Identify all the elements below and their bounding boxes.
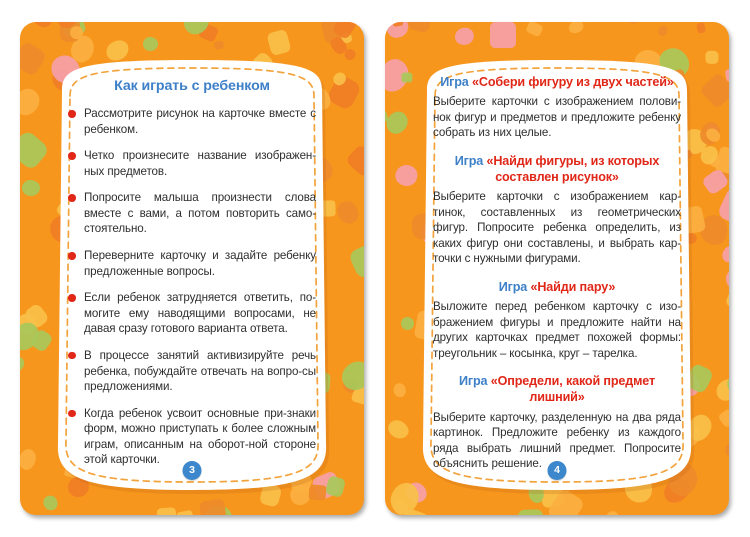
confetti-shape — [699, 72, 729, 108]
bullet-dot-icon — [68, 352, 76, 360]
left-card-content — [68, 74, 316, 484]
confetti-shape — [657, 25, 669, 37]
game-name: «Собери фигуру из двух частей» — [472, 75, 674, 89]
game-name: «Определи, какой предмет лишний» — [490, 374, 655, 405]
list-item-text: Когда ребенок усвоит основные при-знаки форм, можно приступать к более сложным играм, описанным на оборот-ной стороне этой карточки. — [84, 406, 316, 467]
confetti-shape — [386, 417, 412, 442]
confetti-shape — [20, 129, 50, 171]
confetti-shape — [712, 375, 729, 405]
game-body-4: Выберите карточку, разделенную на два ряда картинок. Предложите ребенку из каждого ряда выбрать лишний предмет. Попросите объяснить решение. — [433, 410, 681, 471]
game-heading-1 — [433, 74, 681, 90]
list-item — [68, 190, 316, 237]
game-name: «Найди пару» — [530, 279, 616, 294]
card-left — [20, 22, 364, 515]
game-name: «Найди фигуры, из которых составлен рисунок» — [486, 153, 660, 184]
confetti-shape — [518, 509, 544, 515]
instructions-list — [68, 106, 316, 468]
page-number-badge: 3 — [183, 461, 202, 480]
confetti-shape — [717, 408, 729, 428]
confetti-shape — [214, 40, 225, 50]
bullet-dot-icon — [68, 252, 76, 260]
confetti-shape — [347, 242, 364, 279]
confetti-shape — [199, 498, 227, 515]
confetti-shape — [20, 83, 45, 119]
bullet-dot-icon — [68, 294, 76, 302]
confetti-shape — [696, 22, 706, 34]
page-badge-holder-left — [68, 456, 316, 478]
bullet-dot-icon — [68, 194, 76, 202]
confetti-shape — [722, 22, 729, 29]
list-item — [68, 248, 316, 279]
game-heading-2 — [433, 153, 681, 185]
inner-panel-left — [50, 52, 334, 498]
page-number-badge: 4 — [548, 461, 567, 480]
confetti-shape — [626, 22, 644, 26]
list-item-text: Рассмотрите рисунок на карточке вместе с ребенком. — [84, 107, 316, 136]
confetti-shape — [30, 22, 56, 31]
game-body-1: Выберите карточки с изображением полови-нок фигур и предметов и предложите ребенку собрать из них целые. — [433, 95, 681, 140]
confetti-shape — [21, 180, 39, 196]
game-keyword: Игра — [440, 75, 469, 89]
list-item-text: Переверните карточку и задайте ребенку предложенные вопросы. — [84, 249, 316, 278]
confetti-shape — [567, 22, 585, 36]
confetti-shape — [157, 507, 177, 515]
confetti-shape — [402, 72, 413, 82]
list-item — [68, 348, 316, 395]
confetti-shape — [20, 448, 38, 472]
list-item-text: В процессе занятий активизируйте речь ребенка, побуждайте отвечать на вопро-сы предложениями. — [84, 348, 316, 394]
game-keyword: Игра — [458, 374, 488, 389]
list-item — [68, 290, 316, 337]
confetti-shape — [587, 22, 597, 23]
confetti-shape — [333, 198, 362, 228]
list-item — [68, 148, 316, 179]
confetti-shape — [724, 441, 729, 459]
confetti-shape — [142, 37, 158, 51]
confetti-shape — [345, 144, 364, 178]
page-badge-holder-right — [433, 456, 681, 478]
list-item-text: Четко произнесите название изображен-ных предметов. — [84, 149, 316, 178]
confetti-shape — [724, 268, 729, 290]
confetti-shape — [490, 22, 515, 48]
confetti-shape — [705, 51, 719, 64]
card-right — [385, 22, 729, 515]
list-item-text: Попросите малыша произнести слова вместе с вами, а потом повторить само-стоятельно. — [84, 191, 316, 236]
confetti-shape — [725, 285, 729, 312]
list-item — [68, 106, 316, 137]
bullet-dot-icon — [68, 110, 76, 118]
confetti-shape — [20, 41, 47, 77]
bullet-dot-icon — [68, 152, 76, 160]
confetti-shape — [176, 510, 196, 515]
confetti-shape — [20, 505, 23, 515]
confetti-shape — [453, 26, 476, 47]
inner-panel-right — [415, 52, 699, 498]
right-card-content — [433, 74, 681, 484]
confetti-shape — [720, 244, 729, 263]
confetti-shape — [363, 428, 364, 454]
confetti-shape — [385, 108, 412, 138]
game-body-3: Выложите перед ребенком карточку с изо-бражением фигуры и предложите найти на других карточках предмет похожей формы: треугольник – косынка, круг – тарелка. — [433, 300, 681, 360]
confetti-shape — [392, 382, 407, 398]
confetti-shape — [605, 510, 620, 515]
confetti-shape — [406, 22, 433, 35]
game-heading-4 — [433, 373, 681, 405]
confetti-shape — [525, 22, 544, 38]
game-keyword: Игра — [498, 279, 528, 294]
game-keyword: Игра — [454, 153, 484, 168]
confetti-shape — [20, 355, 26, 372]
bullet-dot-icon — [68, 410, 76, 418]
page-title-left: Как играть с ребенком — [114, 78, 270, 94]
game-body-2: Выберите карточки с изображением кар-тинок, составленных из геометрических фигур. Попросите ребенка определить, из каких фигур они составлены, и выбрать кар-точки с нужными фигурами. — [433, 190, 681, 266]
confetti-shape — [399, 316, 414, 332]
game-heading-3 — [433, 279, 681, 295]
list-item-text: Если ребенок затрудняется ответить, по-могите ему наводящими вопросами, не давая сразу готового варианта ответа. — [84, 291, 316, 336]
